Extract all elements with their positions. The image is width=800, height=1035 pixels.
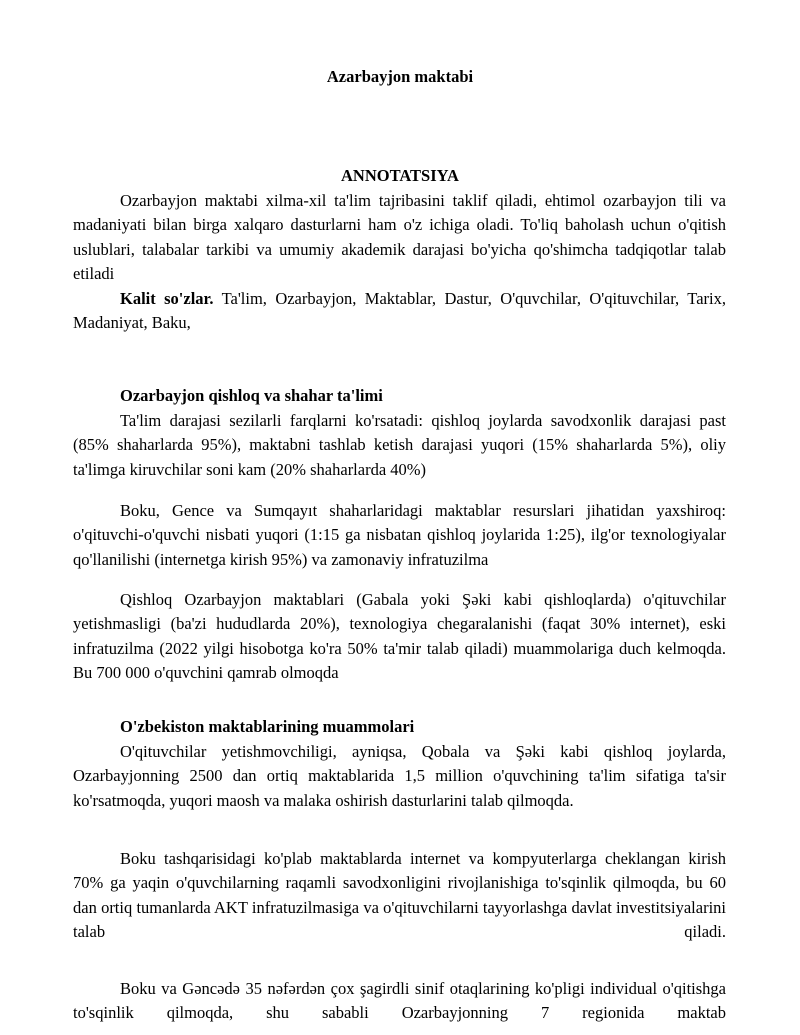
- abstract-paragraph: Ozarbayjon maktabi xilma-xil ta'lim tajribasini taklif qiladi, ehtimol ozarbayjon tili va madaniyati bilan birga xalqaro dasturlarni ham o'z ichiga oladi. To'liq baholash uchun o'qitish uslublari, talabalar tarkibi va umumiy akademik darajasi bo'yicha qo'shimcha tadqiqotlar talab etiladi: [73, 191, 726, 284]
- keywords-text: Ta'lim, Ozarbayjon, Maktablar, Dastur, O'quvchilar, O'qituvchilar, Tarix, Madaniyat, Baku,: [73, 289, 726, 333]
- section1-paragraph-1: Ta'lim darajasi sezilarli farqlarni ko'rsatadi: qishloq joylarda savodxonlik darajasi past (85% shaharlarda 95%), maktabni tashlab ketish darajasi yuqori (15% shaharlarda 5%), oliy ta'limga kiruvchilar soni kam (20% shaharlarda 40%): [73, 411, 726, 479]
- keywords-label: Kalit so'zlar.: [120, 289, 214, 308]
- keywords-paragraph: [73, 287, 726, 336]
- section-heading-rural-urban: Ozarbayjon qishloq va shahar ta'limi: [120, 386, 383, 405]
- abstract-heading: ANNOTATSIYA: [341, 166, 459, 185]
- section1-paragraph-2: Boku, Gence va Sumqayıt shaharlaridagi maktablar resurslari jihatidan yaxshiroq: o'qituvchi-o'quvchi nisbati yuqori (1:15 ga nisbatan qishloq joylarida 1:25), ilg'or texnologiyalar qo'llanilishi (internetga kirish 95%) va zamonaviy infratuzilma: [73, 501, 726, 569]
- section-heading-problems: O'zbekiston maktablarining muammolari: [120, 717, 415, 736]
- section2-paragraph-1: O'qituvchilar yetishmovchiligi, ayniqsa, Qobala va Şəki kabi qishloq joylarda, Ozarbayjonning 2500 dan ortiq maktablarida 1,5 million o'quvchining ta'lim sifatiga ta'sir ko'rsatmoqda, yuqori maosh va malaka oshirish dasturlarini talab qilmoqda.: [73, 742, 726, 810]
- section2-paragraph-2: Boku tashqarisidagi ko'plab maktablarda internet va kompyuterlarga cheklangan kirish 70% ga yaqin o'quvchilarning raqamli savodxonligini rivojlanishiga to'sqinlik qilmoqda, bu 60 dan ortiq tumanlarda AKT infratuzilmasiga va o'qituvchilarni tayyorlashga davlat investitsiyalarini talab qiladi.: [73, 849, 726, 942]
- section1-paragraph-3: Qishloq Ozarbayjon maktablari (Gabala yoki Şəki kabi qishloqlarda) o'qituvchilar yetishmasligi (ba'zi hududlarda 20%), texnologiya chegaralanishi (faqat 30% internet), eski infratuzilma (2022 yilgi hisobotga ko'ra 50% ta'mir talab qiladi) muammolariga duch kelmoqda. Bu 700 000 o'quvchini qamrab olmoqda: [73, 590, 726, 683]
- section2-paragraph-3: Boku va Gəncədə 35 nəfərdən çox şagirdli sinif otaqlarining ko'pligi individual o'qitishga to'sqinlik qilmoqda, shu sababli Ozarbayjonning 7 regionida maktab: [73, 979, 726, 1023]
- document-title: Azarbayjon maktabi: [326, 67, 474, 86]
